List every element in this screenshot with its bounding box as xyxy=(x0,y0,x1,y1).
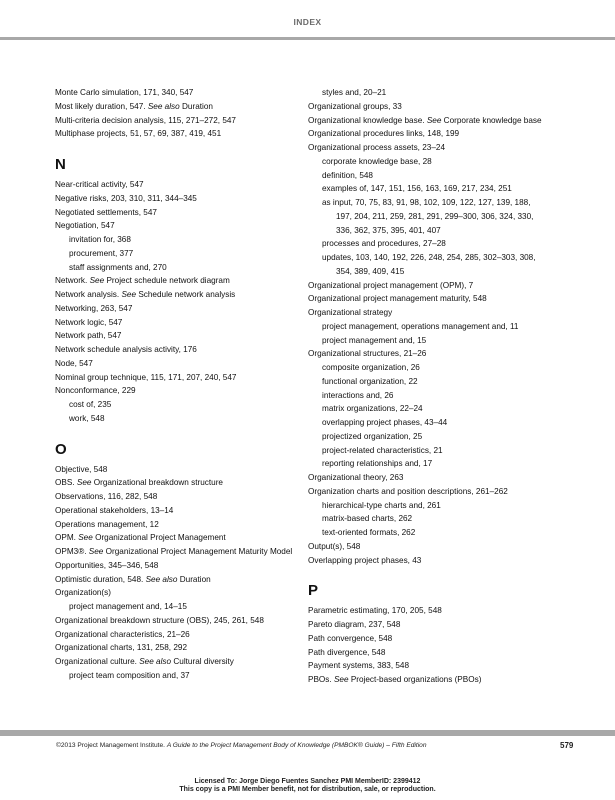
cross-reference: Schedule network analysis xyxy=(138,290,236,299)
entry-text: Optimistic duration, 548. xyxy=(55,574,144,584)
index-subentry xyxy=(55,261,305,275)
index-subentry xyxy=(308,526,570,540)
entry-text: PBOs. xyxy=(308,675,332,684)
index-column-left xyxy=(55,86,305,683)
section-letter: N xyxy=(55,156,66,173)
see-reference-label: See xyxy=(89,276,105,286)
entry-text: processes and procedures, 27–28 xyxy=(322,239,446,249)
entry-text: Node, 547 xyxy=(55,358,93,368)
index-subentry xyxy=(308,499,570,513)
entry-text: Organizational structures, 21–26 xyxy=(308,349,427,359)
index-subentry xyxy=(308,196,570,210)
index-subentry xyxy=(308,444,570,458)
entry-text: Network schedule analysis activity, 176 xyxy=(55,345,197,354)
entry-text: as input, 70, 75, 83, 91, 98, 102, 109, 122, 127, 139, 188, xyxy=(322,198,531,207)
see-reference-label: See xyxy=(121,290,137,299)
entry-text: OBS. xyxy=(55,478,75,488)
entry-text: definition, 548 xyxy=(322,170,373,180)
index-entry-continuation xyxy=(308,210,570,224)
index-entry xyxy=(308,114,570,128)
entry-text: Negotiated settlements, 547 xyxy=(55,207,157,217)
index-subentry xyxy=(308,402,570,416)
index-entry xyxy=(55,628,305,642)
entry-text: Path convergence, 548 xyxy=(308,633,393,643)
index-subentry xyxy=(308,334,570,348)
index-subentry xyxy=(308,86,570,100)
entry-text: Organizational process assets, 23–24 xyxy=(308,143,445,152)
index-entry xyxy=(308,292,570,306)
index-entry xyxy=(55,518,305,532)
footer-book-title: A Guide to the Project Management Body of Knowledge (PMBOK® Guide) – Fifth Edition xyxy=(166,742,427,749)
see-reference-label: See xyxy=(78,533,93,543)
index-entry xyxy=(55,343,305,357)
entry-text: Nonconformance, 229 xyxy=(55,386,136,396)
footer-citation xyxy=(56,742,427,749)
index-subentry xyxy=(308,155,570,169)
index-subentry xyxy=(55,233,305,247)
index-subentry xyxy=(308,237,570,251)
entry-text: matrix-based charts, 262 xyxy=(322,514,413,524)
entry-text: functional organization, 22 xyxy=(322,376,418,386)
index-entry xyxy=(308,540,570,554)
entry-text: Objective, 548 xyxy=(55,464,108,474)
entry-text: Path divergence, 548 xyxy=(308,647,386,657)
index-entry xyxy=(308,659,570,673)
index-entry xyxy=(55,302,305,316)
index-entry xyxy=(55,384,305,398)
license-notice xyxy=(0,778,615,794)
cross-reference: Project schedule network diagram xyxy=(106,276,230,286)
index-entry xyxy=(308,279,570,293)
entry-text: 354, 389, 409, 415 xyxy=(336,266,405,276)
index-subentry xyxy=(55,247,305,261)
entry-text: Nominal group technique, 115, 171, 207, 240, 547 xyxy=(55,372,237,382)
entry-text: Negative risks, 203, 310, 311, 344–345 xyxy=(55,193,197,203)
entry-text: OPM. xyxy=(55,533,76,543)
entry-text: projectized organization, 25 xyxy=(322,431,423,441)
entry-text: Opportunities, 345–346, 548 xyxy=(55,560,159,570)
license-line-2: This copy is a PMI Member benefit, not for distribution, sale, or reproduction. xyxy=(179,786,436,793)
index-entry xyxy=(308,100,570,114)
entry-text: matrix organizations, 22–24 xyxy=(322,404,423,414)
index-entry xyxy=(55,100,305,114)
index-entry xyxy=(55,178,305,192)
index-entry xyxy=(55,614,305,628)
entry-text: reporting relationships and, 17 xyxy=(322,459,433,469)
see-reference-label: See xyxy=(333,675,349,684)
index-subentry xyxy=(308,430,570,444)
entry-text: project management and, 14–15 xyxy=(69,602,187,611)
entry-text: project-related characteristics, 21 xyxy=(322,445,443,455)
index-subentry xyxy=(308,169,570,183)
index-subentry xyxy=(308,389,570,403)
entry-text: procurement, 377 xyxy=(69,248,134,258)
entry-text: Monte Carlo simulation, 171, 340, 547 xyxy=(55,88,194,97)
index-entry xyxy=(308,471,570,485)
index-subentry xyxy=(308,320,570,334)
entry-text: Network analysis. xyxy=(55,290,120,299)
entry-text: text-oriented formats, 262 xyxy=(322,528,416,537)
entry-text: work, 548 xyxy=(69,413,105,423)
index-entry xyxy=(55,357,305,371)
index-entry xyxy=(55,531,305,545)
entry-text: 197, 204, 211, 259, 281, 291, 299–300, 306, 324, 330, xyxy=(336,211,534,221)
index-entry xyxy=(308,485,570,499)
index-entry xyxy=(308,604,570,618)
see-reference-label: See xyxy=(88,547,104,556)
cross-reference: Organizational Project Management Maturity Model xyxy=(105,547,293,556)
index-entry xyxy=(55,114,305,128)
entry-text: Organization(s) xyxy=(55,588,111,598)
cross-reference: Duration xyxy=(182,101,213,111)
index-entry xyxy=(308,632,570,646)
entry-text: OPM3®. xyxy=(55,547,87,556)
index-subentry xyxy=(308,361,570,375)
index-entry xyxy=(55,559,305,573)
entry-text: Organizational project management (OPM), 7 xyxy=(308,280,474,290)
entry-text: Network logic, 547 xyxy=(55,317,123,327)
index-entry xyxy=(308,646,570,660)
index-subentry xyxy=(308,182,570,196)
index-entry xyxy=(55,371,305,385)
cross-reference: Cultural diversity xyxy=(173,657,234,666)
cross-reference: Project-based organizations (PBOs) xyxy=(350,675,482,684)
cross-reference: Organizational breakdown structure xyxy=(93,478,223,488)
index-entry xyxy=(308,347,570,361)
entry-text: Organizational characteristics, 21–26 xyxy=(55,629,190,639)
cross-reference: Organizational Project Management xyxy=(95,533,226,543)
entry-text: hierarchical-type charts and, 261 xyxy=(322,500,441,510)
see-reference-label: See also xyxy=(139,657,172,666)
index-entry xyxy=(308,673,570,687)
index-column-right xyxy=(308,86,570,687)
section-letter: P xyxy=(308,582,319,600)
index-subentry xyxy=(308,375,570,389)
entry-text: Operations management, 12 xyxy=(55,519,159,529)
entry-text: Network. xyxy=(55,276,88,286)
index-entry xyxy=(55,219,305,233)
entry-text: Organizational charts, 131, 258, 292 xyxy=(55,643,187,653)
index-subentry xyxy=(55,398,305,412)
index-subentry xyxy=(308,416,570,430)
entry-text: staff assignments and, 270 xyxy=(69,262,167,272)
index-entry xyxy=(308,306,570,320)
entry-text: Organizational breakdown structure (OBS), 245, 261, 548 xyxy=(55,615,264,625)
entry-text: Organizational strategy xyxy=(308,308,393,317)
entry-text: Networking, 263, 547 xyxy=(55,303,133,313)
entry-text: Most likely duration, 547. xyxy=(55,101,146,111)
index-entry xyxy=(55,206,305,220)
index-entry xyxy=(308,127,570,141)
entry-text: cost of, 235 xyxy=(69,400,112,409)
index-entry xyxy=(55,476,305,490)
entry-text: Organizational procedures links, 148, 199 xyxy=(308,129,460,139)
index-entry xyxy=(55,463,305,477)
index-entry xyxy=(308,141,570,155)
entry-text: Organizational knowledge base. xyxy=(308,115,425,125)
entry-text: Operational stakeholders, 13–14 xyxy=(55,505,174,515)
index-entry-continuation xyxy=(308,224,570,238)
entry-text: Organizational project management maturity, 548 xyxy=(308,294,487,304)
page-number: 579 xyxy=(560,741,574,750)
entry-text: Overlapping project phases, 43 xyxy=(308,555,422,565)
entry-text: Negotiation, 547 xyxy=(55,221,115,231)
index-entry xyxy=(55,316,305,330)
index-entry xyxy=(55,86,305,100)
index-entry xyxy=(55,288,305,302)
index-entry xyxy=(55,274,305,288)
header-rule xyxy=(0,37,615,40)
entry-text: Multi-criteria decision analysis, 115, 271–272, 547 xyxy=(55,115,236,125)
entry-text: Pareto diagram, 237, 548 xyxy=(308,620,401,629)
index-subentry xyxy=(308,251,570,265)
page-header xyxy=(0,0,615,38)
entry-text: Organizational theory, 263 xyxy=(308,473,404,482)
cross-reference: Duration xyxy=(179,574,211,584)
entry-text: corporate knowledge base, 28 xyxy=(322,156,432,166)
index-subentry xyxy=(55,669,305,683)
see-reference-label: See xyxy=(76,478,92,488)
index-entry xyxy=(55,586,305,600)
see-reference-label: See also xyxy=(147,101,180,111)
see-reference-label: See xyxy=(426,115,442,125)
entry-text: project management, operations management and, 11 xyxy=(322,321,519,331)
index-subentry xyxy=(308,512,570,526)
entry-text: overlapping project phases, 43–44 xyxy=(322,418,448,427)
entry-text: Organizational groups, 33 xyxy=(308,101,402,111)
index-entry xyxy=(55,127,305,141)
entry-text: project team composition and, 37 xyxy=(69,670,190,680)
entry-text: updates, 103, 140, 192, 226, 248, 254, 285, 302–303, 308, xyxy=(322,253,536,262)
license-line-1: Licensed To: Jorge Diego Fuentes Sanchez PMI MemberID: 2399412 xyxy=(194,778,421,785)
footer-copyright: ©2013 Project Management Institute. xyxy=(56,742,165,749)
header-title: INDEX xyxy=(293,17,322,27)
entry-text: Output(s), 548 xyxy=(308,541,361,551)
see-reference-label: See also xyxy=(145,574,178,584)
entry-text: Organization charts and position descriptions, 261–262 xyxy=(308,486,508,496)
index-entry xyxy=(55,329,305,343)
index-subentry xyxy=(55,412,305,426)
entry-text: Multiphase projects, 51, 57, 69, 387, 419, 451 xyxy=(55,129,222,139)
entry-text: Payment systems, 383, 548 xyxy=(308,661,410,671)
entry-text: Organizational culture. xyxy=(55,657,137,666)
entry-text: examples of, 147, 151, 156, 163, 169, 217, 234, 251 xyxy=(322,184,512,194)
entry-text: project management and, 15 xyxy=(322,335,427,345)
index-subentry xyxy=(308,457,570,471)
entry-text: interactions and, 26 xyxy=(322,390,394,400)
index-entry xyxy=(55,490,305,504)
index-entry xyxy=(55,655,305,669)
entry-text: Observations, 116, 282, 548 xyxy=(55,492,158,501)
index-entry xyxy=(308,618,570,632)
index-entry-continuation xyxy=(308,265,570,279)
entry-text: Network path, 547 xyxy=(55,331,122,341)
index-subentry xyxy=(55,600,305,614)
index-entry xyxy=(55,192,305,206)
entry-text: composite organization, 26 xyxy=(322,363,420,372)
entry-text: invitation for, 368 xyxy=(69,235,131,244)
index-entry xyxy=(55,545,305,559)
index-entry xyxy=(55,641,305,655)
cross-reference: Corporate knowledge base xyxy=(443,115,542,125)
index-entry xyxy=(308,554,570,568)
footer-rule xyxy=(0,730,615,736)
entry-text: Parametric estimating, 170, 205, 548 xyxy=(308,606,442,616)
entry-text: 336, 362, 375, 395, 401, 407 xyxy=(336,225,441,235)
section-letter: O xyxy=(55,440,67,458)
entry-text: styles and, 20–21 xyxy=(322,88,387,97)
index-entry xyxy=(55,504,305,518)
index-entry xyxy=(55,573,305,587)
entry-text: Near-critical activity, 547 xyxy=(55,180,144,189)
